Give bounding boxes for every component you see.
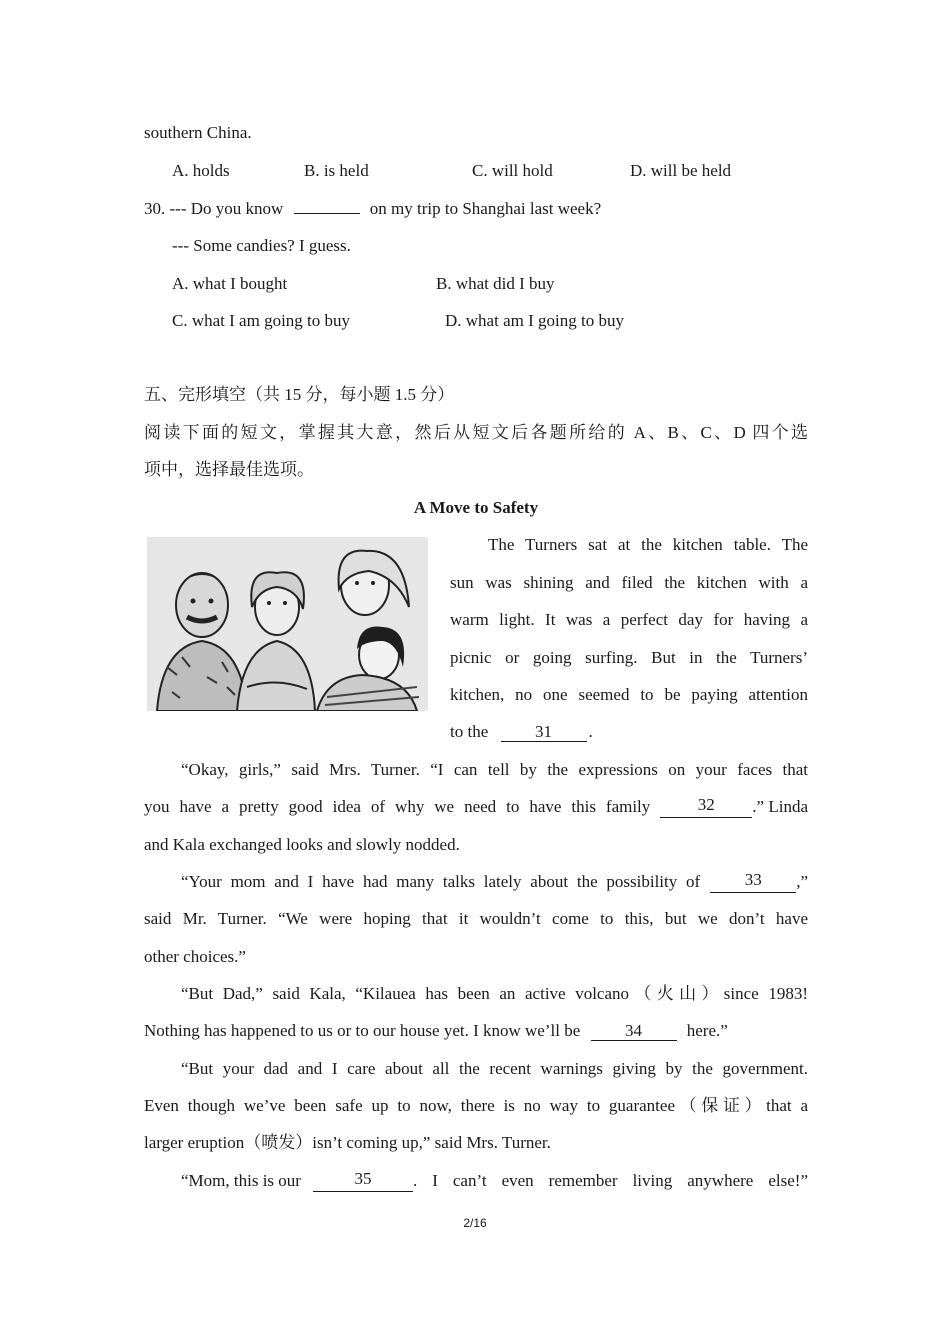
p2-line3: and Kala exchanged looks and slowly nodded. [144,835,460,854]
q30-text-a: 30. --- Do you know [144,199,284,218]
p1-line1: The Turners sat at the kitchen table. The [488,535,808,554]
q29-option-c: C. will hold [472,161,553,180]
p3-line2: said Mr. Turner. “We were hoping that it wouldn’t come to this, but we don’t have [144,909,808,928]
q30-text-b: on my trip to Shanghai last week? [369,199,602,218]
p2-line2 [144,796,808,818]
p1-line3: warm light. It was a perfect day for having a [450,610,808,629]
page-number: 2/16 [463,1216,487,1230]
p1-line2: sun was shining and filed the kitchen with a [450,573,808,592]
section-instructions-line2: 项中，选择最佳选项。 [144,460,314,479]
p1-text: to the [450,722,489,741]
family-sketch-image [147,537,428,711]
p2-text-a: you have a pretty good idea of why we need to have this family [144,797,651,816]
p3-line1 [181,871,808,893]
p1-line4: picnic or going surfing. But in the Turners’ [450,648,808,667]
q30-blank [294,213,360,214]
blank-35: 35 [313,1170,413,1192]
p6-text-a: “Mom, this is our [181,1171,301,1190]
p3-line3: other choices.” [144,947,246,966]
p3-text-a: “Your mom and I have had many talks lately about the possibility of [181,872,701,891]
section-instructions-line1: 阅读下面的短文，掌握其大意，然后从短文后各题所给的 A、B、C、D 四个选 [144,423,808,442]
p6-line1 [181,1170,808,1192]
family-illustration [147,537,428,711]
q30-option-b: B. what did I buy [436,274,555,293]
p5-line3: larger eruption（喷发）isn’t coming up,” said Mrs. Turner. [144,1133,551,1152]
p2-text-b: .” Linda [752,797,808,816]
p1-line5: kitchen, no one seemed to be paying attention [450,685,808,704]
p4-text-a: Nothing has happened to us or to our house yet. I know we’ll be [144,1021,581,1040]
blank-31: 31 [501,723,587,742]
q29-option-a: A. holds [172,161,230,180]
p3-text-b: ,” [796,872,808,891]
q30-question [144,198,601,220]
p4-text-b: here.” [686,1021,728,1040]
section-heading: 五、完形填空（共 15 分，每小题 1.5 分） [144,385,455,404]
p4-line1: “But Dad,” said Kala, “Kilauea has been an active volcano（火山）since 1983! [181,984,808,1003]
q30-dialog-reply: --- Some candies? I guess. [172,236,351,255]
q30-option-c: C. what I am going to buy [172,311,351,330]
q30-option-a: A. what I bought [172,274,288,293]
p2-line1: “Okay, girls,” said Mrs. Turner. “I can tell by the expressions on your faces that [181,760,808,779]
q29-option-b: B. is held [304,161,369,180]
passage-title: A Move to Safety [413,498,539,517]
p4-line2 [144,1020,728,1042]
p1-period: . [588,722,593,741]
p5-line1: “But your dad and I care about all the recent warnings giving by the government. [181,1059,808,1078]
blank-32: 32 [660,796,752,818]
blank-34: 34 [591,1022,677,1041]
p1-line6 [450,721,593,743]
blank-33: 33 [710,871,796,893]
q29-option-d: D. will be held [630,161,732,180]
p5-line2: Even though we’ve been safe up to now, there is no way to guarantee（保证）that a [144,1096,808,1115]
p6-text-b: . I can’t even remember living anywhere else!” [412,1171,808,1190]
q30-option-d: D. what am I going to buy [445,311,624,330]
q29-continuation: southern China. [144,123,252,142]
